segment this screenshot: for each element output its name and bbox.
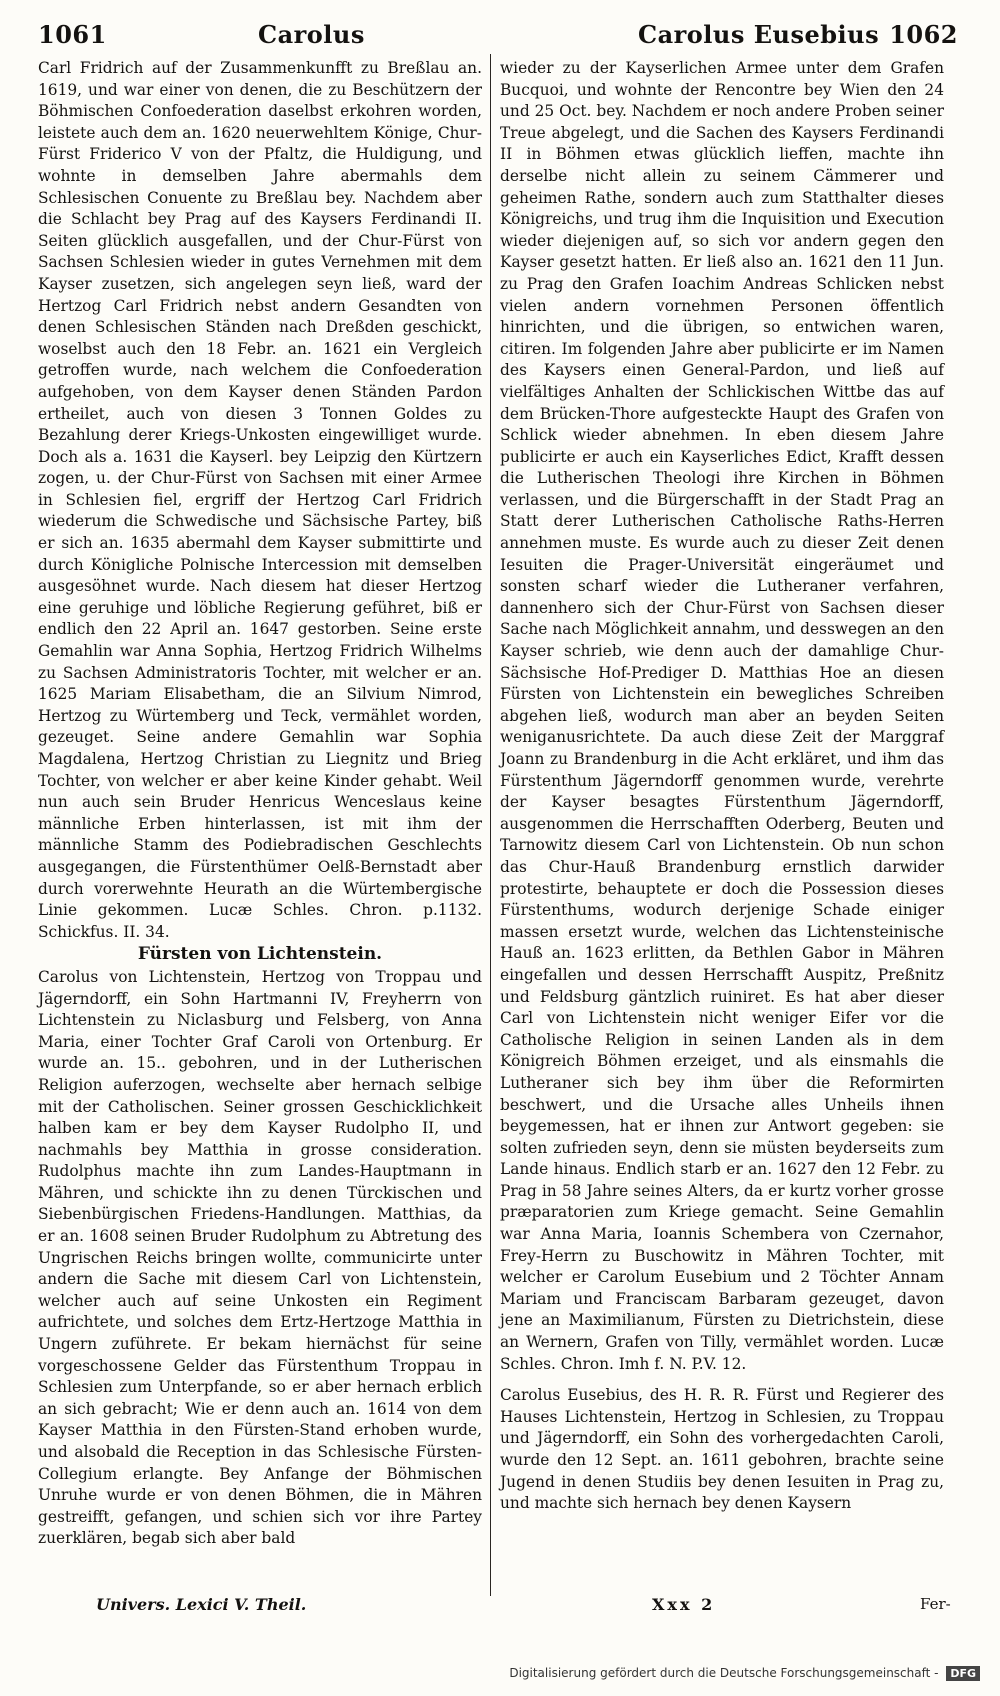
catchword: Fer-	[920, 1595, 951, 1613]
entry-text-carl-fridrich: Carl Fridrich auf der Zusammenkunfft zu Breßlau an. 1619, und war einer von denen, die zu Beschützern der Böhmischen Confoederation daselbst erkohren worden, leistete auch dem an. 1620 neuerwehltem Könige, Chur-Fürst Friderico V von der Pfaltz, die Huldigung, und wohnte in demselben Jahre abermahls dem Schlesischen Conuente zu Breßlau bey. Nachdem aber die Schlacht bey Prag auf des Kaysers Ferdinandi II. Seiten glücklich ausgefallen, und der Chur-Fürst von Sachsen Schlesien wieder in gutes Vernehmen mit dem Kayser zusetzen, sich angelegen seyn ließ, ward der Hertzog Carl Fridrich nebst andern Gesandten von denen Schlesischen Ständen nach Dreßden geschickt, woselbst auch den 18 Febr. an. 1621 ein Vergleich getroffen wurde, nach welchem die Confoederation aufgehoben, von dem Kayser denen Ständen Pardon ertheilet, auch von diesen 3 Tonnen Goldes zu Bezahlung derer Kriegs-Unkosten eingewilliget wurde. Doch als a. 1631 die Kayserl. bey Leipzig den Kürtzern zogen, u. der Chur-Fürst von Sachsen mit einer Armee in Schlesien fiel, ergriff der Hertzog Carl Fridrich wiederum die Schwedische und Sächsische Partey, biß er sich an. 1635 abermahl dem Kayser submittirte und durch Königliche Polnische Intercession mit demselben ausgesöhnet wurde. Nach diesem hat dieser Hertzog eine geruhige und löbliche Regierung geführet, biß er endlich den 22 April an. 1647 gestorben. Seine erste Gemahlin war Anna Sophia, Hertzog Fridrich Wilhelms zu Sachsen Administratoris Tochter, mit welcher er an. 1625 Mariam Elisabetham, die an Silvium Nimrod, Hertzog zu Würtemberg und Teck, vermählet worden, gezeuget. Seine andere Gemahlin war Sophia Magdalena, Hertzog Christian zu Liegnitz und Brieg Tochter, von welcher er aber keine Kinder gehabt. Weil nun auch sein Bruder Henricus Wenceslaus keine männliche Erben hinterlassen, ist mit ihm der männliche Stamm des Podiebradischen Geschlechts ausgegangen, die Fürstenthümer Oelß-Bernstadt aber durch vorerwehnte Heurath an die Würtembergische Linie gekommen. Lucæ Schles. Chron. p.1132. Schickfus. II. 34.	[38, 59, 482, 941]
page-header	[20, 14, 980, 50]
entry-text-carolus-continued: wieder zu der Kayserlichen Armee unter dem Grafen Bucquoi, und wohnte der Rencontre bey Wien den 24 und 25 Oct. bey. Nachdem er noch andere Proben seiner Treue abgelegt, und die Sachen des Kaysers Ferdinandi II in Böhmen etwas glücklich lieffen, machte ihn derselbe nicht allein zu seinem Cämmerer und geheimen Rathe, sondern auch zum Statthalter dieses Königreichs, und trug ihm die Inquisition und Execution wieder diejenigen auf, so sich vor andern gegen den Kayser gesetzt hatten. Er ließ also an. 1621 den 11 Jun. zu Prag den Grafen Ioachim Andreas Schlicken nebst vielen andern vornehmen Personen öffentlich hinrichten, und die übrigen, so entwichen waren, citiren. Im folgenden Jahre aber publicirte er im Namen des Kaysers einen General-Pardon, und ließ auf vielfältiges Anhalten der Schlickischen Wittbe das auf dem Brücken-Thore aufgesteckte Haupt des Grafen von Schlick wieder abnehmen. In eben diesem Jahre publicirte er auch ein Kayserliches Edict, Krafft dessen die Lutherischen Theologi ihre Kirchen in Böhmen verlassen, und die Bürgerschafft in der Stadt Prag an Statt derer Lutherischen Catholische Raths-Herren annehmen muste. Es wurde auch zu dieser Zeit denen Iesuiten die Prager-Universität eingeräumet und sonsten scharf wieder die Lutheraner verfahren, dannenhero sich der Chur-Fürst von Sachsen dieser Sache nach Möglichkeit annahm, und desswegen an den Kayser schrieb, wie denn auch der damahlige Chur-Sächsische Hof-Prediger D. Matthias Hoe an diesen Fürsten von Lichtenstein ein bewegliches Schreiben abgehen ließ, wodurch man aber an beyden Seiten weniganusrichtete. Da auch diese Zeit der Marggraf Joann zu Brandenburg in die Acht erkläret, und ihm das Fürstenthum Jägerndorff genommen wurde, verehrte der Kayser besagtes Fürstenthum Jägerndorff, ausgenommen die Herrschafften Oderberg, Beuten und Tarnowitz diesem Carl von Lichtenstein. Ob nun schon das Chur-Hauß Brandenburg ernstlich darwider protestirte, behauptete er doch die Possession dieses Fürstenthums, wodurch derjenige Schade einiger massen ersetzt wurde, welchen das Lichtensteinische Hauß an. 1623 erlitten, da Bethlen Gabor in Mähren eingefallen und dessen Herrschafft Auspitz, Preßnitz und Feldsburg gäntzlich ruiniret. Es hat aber dieser Carl von Lichtenstein nicht weniger Eifer vor die Catholische Religion in seinen Landen als in dem Königreich Böhmen erzeiget, und als einsmahls die Lutheraner sich bey ihm über die Reformirten beschwert, und die Ursache alles Unheils ihnen beygemessen, hat er ihnen zur Antwort gegeben: sie solten zufrieden seyn, denn sie müsten beyderseits zum Lande hinaus. Endlich starb er an. 1627 den 12 Febr. zu Prag in 58 Jahre seines Alters, da er kurtz vorher grosse præparatorien zum Kriege gemacht. Seine Gemahlin war Anna Maria, Ioannis Schembera von Czernahor, Frey-Herrn zu Buschowitz in Mähren Tochter, mit welcher er Carolum Eusebium und 2 Töchter Annam Mariam und Franciscam Barbaram gezeuget, davon jene an Maximilianum, Fürsten zu Dietrichstein, diese an Wernern, Grafen von Tilly, vermählet worden. Lucæ Schles. Chron. Imh f. N. P.V. 12.	[500, 59, 944, 1373]
column-number-left: 1061	[38, 20, 107, 49]
column-number-right: 1062	[889, 20, 958, 49]
section-heading-lichtenstein: Fürsten von Lichtenstein.	[137, 944, 383, 965]
digitization-footer	[509, 1666, 980, 1686]
running-title-right: Carolus Eusebius	[638, 20, 880, 49]
left-column	[38, 58, 482, 1550]
dfg-logo: DFG	[946, 1666, 980, 1681]
column-divider	[490, 54, 491, 1596]
footer-credit: Digitalisierung gefördert durch die Deutsche Forschungsgemeinschaft -	[509, 1666, 939, 1680]
running-title-left: Carolus	[258, 20, 365, 49]
paragraph-gap	[500, 1375, 944, 1385]
right-column	[500, 58, 944, 1515]
entry-text-carolus-eusebius: Carolus Eusebius, des H. R. R. Fürst und Regierer des Hauses Lichtenstein, Hertzog in Schlesien, zu Troppau und Jägerndorff, ein Sohn des vorhergedachten Caroli, wurde den 12 Sept. an. 1611 gebohren, brachte seine Jugend in denen Studiis bey denen Iesuiten in Prag zu, und machte sich hernach bey denen Kaysern	[500, 1386, 944, 1513]
signature-mark: Xxx 2	[652, 1595, 716, 1614]
signature-line: Univers. Lexici V. Theil.	[96, 1595, 307, 1614]
entry-text-carolus-lichtenstein: Carolus von Lichtenstein, Hertzog von Troppau und Jägerndorff, ein Sohn Hartmanni IV, Freyherrn von Lichtenstein zu Niclasburg und Felsberg, von Anna Maria, einer Tochter Graf Caroli von Ortenburg. Er wurde an. 15.. gebohren, und in der Lutherischen Religion auferzogen, wechselte aber hernach selbige mit der Catholischen. Seiner grossen Geschicklichkeit halben kam er bey dem Kayser Rudolpho II, und nachmahls bey Matthia in grosse consideration. Rudolphus machte ihn zum Landes-Hauptmann in Mähren, und schickte ihn zu denen Türckischen und Siebenbürgischen Friedens-Handlungen. Matthias, da er an. 1608 seinen Bruder Rudolphum zu Abtretung des Ungrischen Reichs bringen wollte, communicirte unter andern die Sache mit diesem Carl von Lichtenstein, welcher auch auf seine Unkosten ein Regiment aufrichtete, und solches dem Ertz-Hertzoge Matthia in Ungern zuführete. Er bekam hiernächst für seine vorgeschossene Gelder das Fürstenthum Troppau in Schlesien zum Unterpfande, so er aber hernach erblich an sich gebracht; Wie er denn auch an. 1614 von dem Kayser Matthia in den Fürsten-Stand erhoben wurde, und alsobald die Reception in das Schlesische Fürsten-Collegium erlangte. Bey Anfange der Böhmischen Unruhe wurde er von denen Böhmen, die in Mähren gestreifft, gefangen, und schien sich vor ihre Partey zuerklären, begab sich aber bald	[38, 967, 482, 1548]
